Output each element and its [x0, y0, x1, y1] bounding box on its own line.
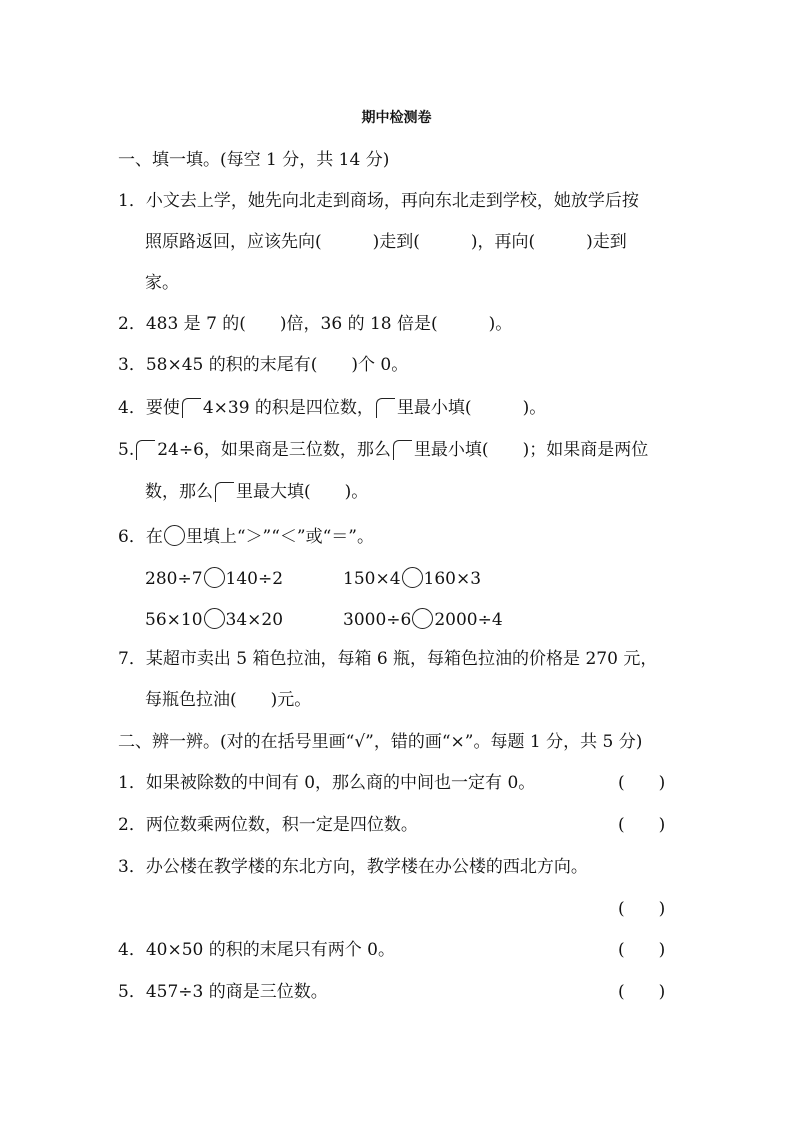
- question-5-suffix: 里最小填( )；如果商是两位: [413, 440, 649, 460]
- comparison-left: 56×10: [145, 610, 203, 630]
- comparison-right: 2000÷4: [434, 610, 503, 630]
- question-5b-prefix: 数，那么: [145, 482, 213, 502]
- question-5-middle: 24÷6，如果商是三位数，那么: [157, 440, 391, 460]
- question-4: [118, 398, 546, 418]
- question-7-line-2: 每瓶色拉油( )元。: [145, 690, 312, 710]
- answer-parentheses: ( ): [618, 899, 666, 919]
- comparison-right: 160×3: [423, 569, 482, 589]
- blank-box: [136, 440, 155, 460]
- comparison-left: 280÷7: [145, 569, 203, 589]
- answer-parentheses: ( ): [618, 773, 666, 793]
- judge-item-5: 5．457÷3 的商是三位数。: [118, 982, 328, 1002]
- question-6-prefix: 6．在: [118, 527, 163, 547]
- blank-box: [215, 482, 234, 502]
- question-2: 2．483 是 7 的( )倍，36 的 18 倍是( )。: [118, 314, 513, 334]
- comparison-right: 34×20: [225, 610, 284, 630]
- question-4-middle: 4×39 的积是四位数，: [202, 398, 374, 418]
- question-5b-suffix: 里最大填( )。: [236, 482, 369, 502]
- blank-circle: [402, 567, 423, 588]
- comparison-3: [145, 608, 283, 630]
- comparison-1: [145, 567, 283, 589]
- question-6: [118, 525, 374, 547]
- question-1-line-1: 1．小文去上学，她先向北走到商场，再向东北走到学校，她放学后按: [118, 191, 639, 211]
- judge-item-4: 4．40×50 的积的末尾只有两个 0。: [118, 940, 395, 960]
- blank-box: [182, 398, 201, 418]
- question-6-suffix: 里填上“＞”“＜”或“＝”。: [185, 527, 374, 547]
- blank-circle: [204, 567, 225, 588]
- blank-circle: [164, 525, 185, 546]
- blank-circle: [204, 608, 225, 629]
- answer-parentheses: ( ): [618, 815, 666, 835]
- comparison-right: 140÷2: [225, 569, 284, 589]
- question-3: 3．58×45 的积的末尾有( )个 0。: [118, 355, 409, 375]
- blank-box: [393, 440, 412, 460]
- question-5-line-2: [145, 482, 368, 502]
- page-title: 期中检测卷: [361, 110, 432, 126]
- judge-item-1: 1．如果被除数的中间有 0，那么商的中间也一定有 0。: [118, 773, 536, 793]
- question-7-line-1: 7．某超市卖出 5 箱色拉油，每箱 6 瓶，每箱色拉油的价格是 270 元，: [118, 649, 658, 669]
- question-5-prefix: 5.: [118, 440, 135, 460]
- answer-parentheses: ( ): [618, 940, 666, 960]
- section-1-heading: 一、填一填。(每空 1 分，共 14 分): [118, 150, 390, 170]
- section-2-heading: 二、辨一辨。(对的在括号里画“√”，错的画“×”。每题 1 分，共 5 分): [118, 732, 643, 752]
- question-5-line-1: [118, 440, 648, 460]
- question-1-line-2: 照原路返回，应该先向( )走到( )，再向( )走到: [145, 232, 627, 252]
- question-4-prefix: 4．要使: [118, 398, 180, 418]
- comparison-4: [343, 608, 503, 630]
- question-4-suffix: 里最小填( )。: [396, 398, 547, 418]
- blank-circle: [412, 608, 433, 629]
- judge-item-3: 3．办公楼在教学楼的东北方向，教学楼在办公楼的西北方向。: [118, 857, 588, 877]
- comparison-left: 150×4: [343, 569, 401, 589]
- comparison-2: [343, 567, 481, 589]
- answer-parentheses: ( ): [618, 982, 666, 1002]
- judge-item-2: 2．两位数乘两位数，积一定是四位数。: [118, 815, 418, 835]
- blank-box: [376, 398, 395, 418]
- comparison-left: 3000÷6: [343, 610, 412, 630]
- question-1-line-3: 家。: [145, 273, 179, 293]
